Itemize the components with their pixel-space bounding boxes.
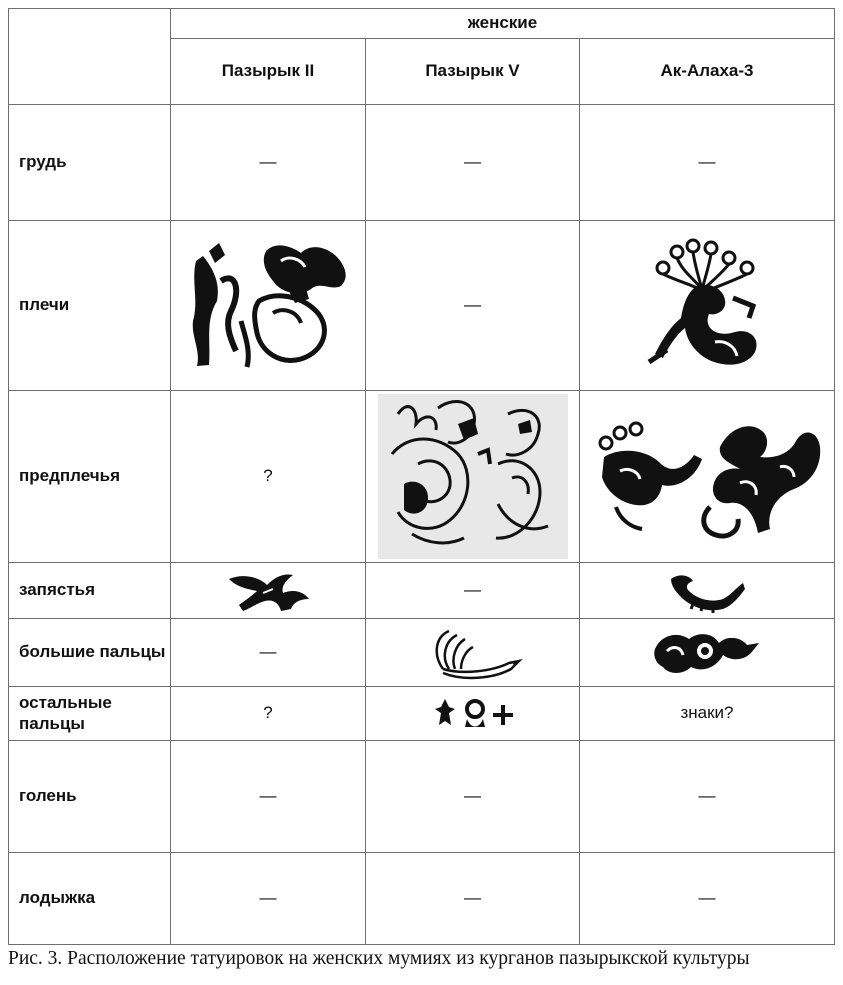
table-row	[9, 619, 835, 687]
table-row	[9, 687, 835, 741]
row-label-forearms: предплечья	[9, 391, 171, 563]
table-row	[9, 391, 835, 563]
tattoo-image-fingers-pazyryk-5	[366, 687, 580, 741]
animal-tattoo-icon	[590, 407, 825, 547]
animal-tattoo-icon	[223, 569, 313, 613]
animal-tattoo-icon	[181, 241, 356, 371]
row-label-ankle: лодыжка	[9, 853, 171, 945]
cell-value: —	[171, 105, 366, 221]
cell-value: —	[171, 741, 366, 853]
cell-value: знаки?	[580, 687, 835, 741]
animal-tattoo-icon	[667, 569, 747, 613]
column-header-pazyryk-5: Пазырык V	[366, 39, 580, 105]
cell-value: —	[366, 221, 580, 391]
symbol-tattoo-icon	[431, 697, 515, 731]
figure-caption: Рис. 3. Расположение татуировок на женских мумиях из курганов пазырыкской культуры	[8, 948, 750, 969]
row-label-wrists: запястья	[9, 563, 171, 619]
group-header: женские	[171, 9, 835, 39]
cell-value: —	[366, 563, 580, 619]
tattoo-image-forearms-ak-alakha-3	[580, 391, 835, 563]
cell-value: —	[580, 105, 835, 221]
deer-tattoo-icon	[637, 238, 777, 373]
row-label-thumbs: большие пальцы	[9, 619, 171, 687]
cell-value: —	[171, 619, 366, 687]
cell-value: —	[580, 741, 835, 853]
table-row	[9, 221, 835, 391]
tattoo-image-thumbs-pazyryk-5	[366, 619, 580, 687]
tattoo-table	[8, 8, 835, 945]
tattoo-image-shoulders-pazyryk-2	[171, 221, 366, 391]
table-row	[9, 563, 835, 619]
table-row	[9, 105, 835, 221]
table-row	[9, 853, 835, 945]
bird-tattoo-icon	[423, 625, 523, 681]
row-label-chest: грудь	[9, 105, 171, 221]
tattoo-image-forearms-pazyryk-5	[366, 391, 580, 563]
cell-value: —	[366, 105, 580, 221]
corner-cell	[9, 9, 171, 105]
animal-tattoo-icon	[647, 625, 767, 681]
tattoo-image-wrists-ak-alakha-3	[580, 563, 835, 619]
cell-value: —	[366, 741, 580, 853]
cell-value: —	[171, 853, 366, 945]
tattoo-image-shoulders-ak-alakha-3	[580, 221, 835, 391]
animal-tattoo-icon	[378, 394, 568, 559]
row-label-shin: голень	[9, 741, 171, 853]
column-header-pazyryk-2: Пазырык II	[171, 39, 366, 105]
cell-value: —	[366, 853, 580, 945]
row-label-shoulders: плечи	[9, 221, 171, 391]
tattoo-image-wrists-pazyryk-2	[171, 563, 366, 619]
cell-value: ?	[171, 687, 366, 741]
tattoo-image-thumbs-ak-alakha-3	[580, 619, 835, 687]
row-label-other-fingers: остальные пальцы	[9, 687, 171, 741]
cell-value: —	[580, 853, 835, 945]
cell-value: ?	[171, 391, 366, 563]
table-row	[9, 741, 835, 853]
column-header-ak-alakha-3: Ак-Алаха-3	[580, 39, 835, 105]
